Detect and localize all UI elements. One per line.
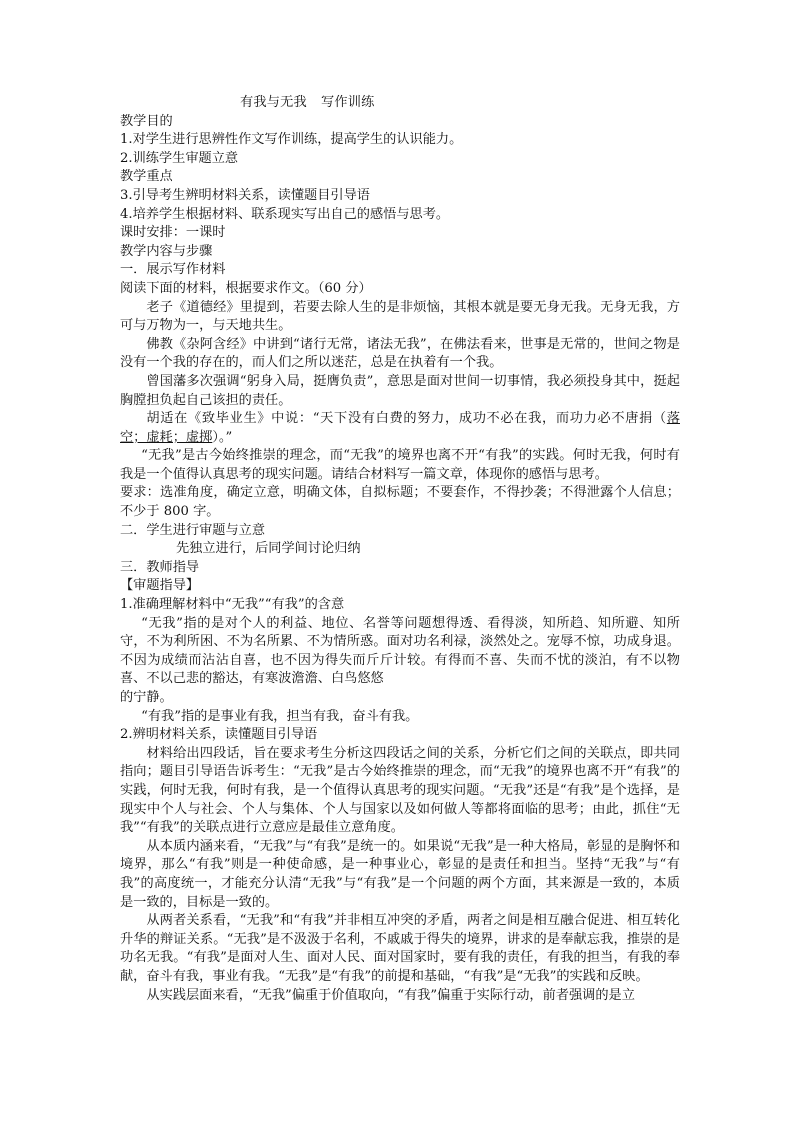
paragraph-wuwo-definition-end: 的宁静。 (120, 690, 173, 705)
paragraph-youwo-definition: “有我”指的是事业有我，担当有我，奋斗有我。 (141, 708, 419, 724)
paragraph-hu-shi (120, 410, 680, 447)
focus-3: 3.引导考生辨明材料关系，读懂题目引导语 (120, 187, 370, 203)
class-schedule: 课时安排：一课时 (120, 225, 226, 241)
hu-shi-text: 胡适在《致毕业生》中说：“天下没有白费的努力，成功不必在我，而功力必不唐捐（ (146, 411, 667, 427)
paragraph-wuwo-prompt: “无我”是古今始终推崇的理念，而“无我”的境界也离不开“有我”的实践。何时无我，何时有我是一个值得认真思考的现实问题。请结合材料写一篇文章，体现你的感悟与思考。 (120, 448, 680, 482)
title-main: 有我与无我 (240, 95, 307, 110)
paragraph-relationship: 从两者关系看，“无我”和“有我”并非相互冲突的矛盾，两者之间是相互融合促进、相互转化升华的辩证关系。“无我”是不汲汲于名利，不戚戚于得失的境界，讲求的是奉献忘我，推崇的是功名无我。“有我”是面对人生、面对人民、面对国家时，要有我的责任，有我的担当，有我的奉献，奋斗有我，事业有我。“无我”是“有我”的前提和基础，“有我”是“无我”的实践和反映。 (120, 913, 680, 984)
paragraph-requirements: 要求：选准角度，确定立意，明确文体，自拟标题；不要套作，不得抄袭；不得泄露个人信息；不少于 800 字。 (120, 485, 680, 520)
section-2-heading: 二．学生进行审题与立意 (120, 522, 266, 538)
heading-content-steps: 教学内容与步骤 (120, 243, 213, 259)
section-1-heading: 一．展示写作材料 (120, 262, 226, 278)
section-3-heading: 三．教师指导 (120, 559, 200, 575)
document-title (120, 94, 680, 113)
reading-instruction: 阅读下面的材料，根据要求作文。（60 分） (120, 280, 372, 296)
document-page (120, 94, 680, 1005)
goal-2: 2.训练学生审题立意 (120, 150, 239, 166)
goal-1: 1.对学生进行思辨性作文写作训练，提高学生的认识能力。 (120, 132, 463, 148)
heading-jiaoxue-zhongdian: 教学重点 (120, 169, 173, 185)
paragraph-laozi: 老子《道德经》里提到，若要去除人生的是非烦恼，其根本就是要无身无我。无身无我，方可与万物为一，与天地共生。 (120, 299, 680, 334)
paragraph-essence: 从本质内涵来看，“无我”与“有我”是统一的。如果说“无我”是一种大格局，彰显的是胸怀和境界，那么“有我”则是一种使命感，是一种事业心，彰显的是责任和担当。坚持“无我”与“有我”的高度统一，才能充分认清“无我”与“有我”是一个问题的两个方面，其来源是一致的，本质是一致的，目标是一致的。 (120, 838, 680, 910)
subheading-1: 1.准确理解材料中“无我”“有我”的含意 (120, 597, 345, 613)
hu-shi-gloss: 落空；虚耗；虚掷 (120, 411, 680, 445)
shenti-label: 【审题指导】 (120, 578, 200, 594)
paragraph-material-analysis: 材料给出四段话，旨在要求考生分析这四段话之间的关系，分析它们之间的关联点，即共同指向；题目引导语告诉考生：“无我”是古今始终推崇的理念，而“无我”的境界也离不开“有我”的实践，何时无我，何时有我，是一个值得认真思考的现实问题。“无我”还是“有我”是个选择，是现实中个人与社会、个人与集体、个人与国家以及如何做人等都将面临的思考；由此，抓住“无我”“有我”的关联点进行立意应是最佳立意角度。 (120, 745, 680, 836)
focus-4: 4.培养学生根据材料、联系现实写出自己的感悟与思考。 (120, 206, 450, 222)
paragraph-wuwo-definition: “无我”指的是对个人的利益、地位、名誉等问题想得透、看得淡，知所趋、知所避、知所守，不为利所困、不为名所累、不为情所惑。面对功名利禄，淡然处之。宠辱不惊，功成身退。不因为成绩而沾沾自喜，也不因为得失而斤斤计较。有得而不喜、失而不忧的淡泊，有不以物喜、不以己悲的豁达，有寒波澹澹、白鸟悠悠 (120, 615, 680, 687)
paragraph-zeng-guofan: 曾国藩多次强调“躬身入局，挺膺负责”，意思是面对世间一切事情，我必须投身其中，挺起胸膛担负起自己该担的责任。 (120, 373, 680, 408)
hu-shi-end: ）。” (212, 429, 233, 445)
title-sub: 写作训练 (320, 95, 375, 110)
paragraph-practice: 从实践层面来看，“无我”偏重于价值取向，“有我”偏重于实际行动，前者强调的是立 (146, 987, 635, 1003)
subheading-2: 2.辨明材料关系，读懂题目引导语 (120, 727, 318, 743)
paragraph-fojiao: 佛教《杂阿含经》中讲到“诸行无常，诸法无我”，在佛法看来，世事是无常的，世间之物是没有一个我的存在的，而人们之所以迷茫，总是在执着有一个我。 (120, 336, 680, 371)
section-2-sub: 先独立进行，后同学间讨论归纳 (176, 541, 361, 557)
heading-jiaoxue-mudi: 教学目的 (120, 113, 173, 129)
